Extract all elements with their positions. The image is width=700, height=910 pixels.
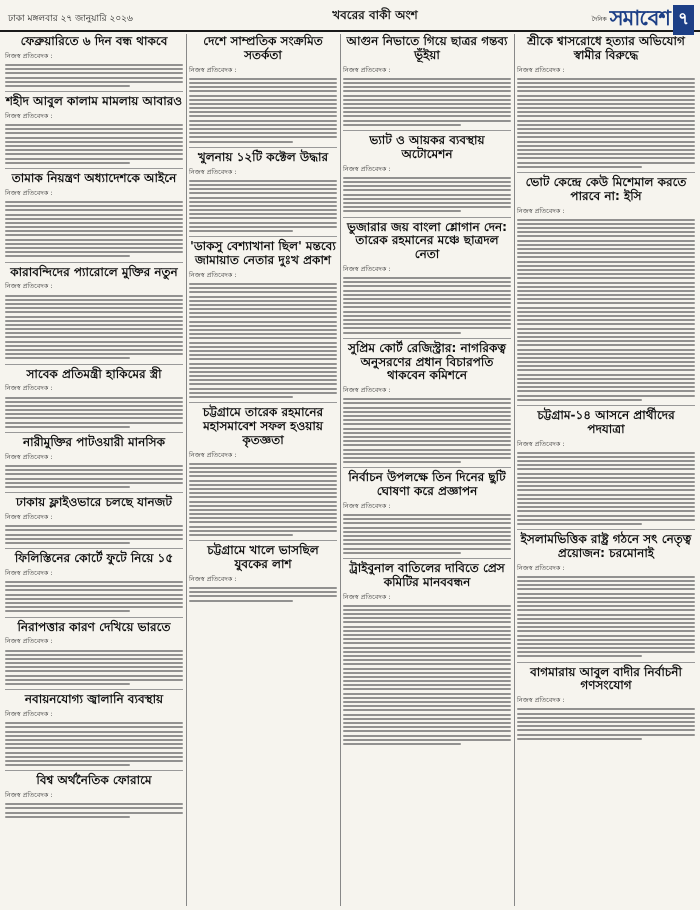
article-body-text [5,581,183,612]
article-byline: নিজস্ব প্রতিবেদক : [5,791,53,800]
article-body-text [343,177,511,213]
article-byline: নিজস্ব প্রতিবেদক : [189,167,237,176]
page-number: ৭ [673,5,694,35]
newspaper-logo [592,2,694,37]
article-headline: নবায়নযোগ্য জ্বালানি ব্যবস্থায় [24,692,164,707]
issue-date: ঢাকা মঙ্গলবার ২৭ জানুয়ারি ২০২৬ [8,14,133,24]
news-article [517,666,695,744]
article-body-text [5,124,183,164]
article-headline: চট্টগ্রামে খালে ভাসছিল যুবকের লাশ [207,543,319,571]
news-article [189,35,337,148]
article-headline: চট্টগ্রামে তারেক রহমানের মহাসমাবেশ সফল হওয়ায় কৃতজ্ঞতা [202,405,324,447]
article-byline: নিজস্ব প্রতিবেদক : [5,51,53,60]
news-article [343,471,511,559]
article-byline: নিজস্ব প্রতিবেদক : [5,452,53,461]
article-body-text [5,650,183,686]
news-article [343,221,511,339]
article-byline: নিজস্ব প্রতিবেদক : [5,637,53,646]
article-headline: নির্বাচন উপলক্ষে তিন দিনের ছুটি ঘোষণা করে প্রজ্ঞাপন [348,470,506,499]
article-headline: ইসলামভিত্তিক রাষ্ট্র গঠনে সৎ নেতৃত্ব প্রয়োজন: চরমোনাই [520,532,692,560]
article-byline: নিজস্ব প্রতিবেদক : [517,563,565,572]
news-article [189,544,337,606]
section-title: খবরের বাকী অংশ [332,8,418,22]
article-body-text [189,587,337,602]
article-body-text [5,295,183,360]
article-byline: নিজস্ব প্রতিবেদক : [5,512,53,521]
article-byline: নিজস্ব প্রতিবেদক : [343,386,391,395]
news-article [517,35,695,173]
news-article [343,562,511,749]
news-article [5,35,183,92]
article-body-text [5,722,183,766]
article-body-text [5,525,183,544]
column-rule [186,34,187,906]
article-headline: শহীদ আবুল কালাম মামলায় আবারও [5,94,183,109]
news-article [5,266,183,365]
news-article [5,552,183,617]
article-body-text [189,180,337,232]
article-body-text [343,78,511,126]
news-article [5,693,183,771]
article-headline: আগুন নিভাতে গিয়ে ছাত্রর গন্তব্য ভূঁইয়া [346,34,508,62]
article-headline: ভোট কেন্দ্রে কেউ মিশেমাল করতে পারবে না: ইসি [525,174,687,203]
news-article [5,172,183,263]
article-body-text [343,514,511,554]
article-body-text [517,452,695,525]
article-headline: খুলনায় ১২টি কক্টেল উদ্ধার [197,149,329,164]
article-byline: নিজস্ব প্রতিবেদক : [517,439,565,448]
news-article [517,533,695,663]
article-headline: দেশে সাম্প্রতিক সংক্রমিত সতর্কতা [203,34,323,62]
news-article [5,436,183,493]
article-byline: নিজস্ব প্রতিবেদক : [343,592,391,601]
article-body-text [343,277,511,333]
column-1 [5,34,183,825]
column-3 [343,34,511,752]
news-article [189,240,337,403]
article-byline: নিজস্ব প্রতিবেদক : [343,501,391,510]
article-headline: 'ডাকসু বেশ্যাখানা ছিল' মন্তব্যে জামায়াত নেতার দুঃখ প্রকাশ [190,239,336,267]
article-headline: শ্রীকে শ্বাসরোধে হত্যার অভিযোগ স্বামীর বিরুদ্ধে [527,34,685,62]
news-article [189,151,337,237]
article-headline: ট্রাইবুনাল বাতিলের দাবিতে প্রেস কমিটির মানববন্ধন [349,560,505,589]
news-article [517,176,695,406]
article-body-text [189,283,337,398]
column-4 [517,34,695,747]
article-headline: চট্টগ্রাম-১৪ আসনে প্রার্থীদের পদযাত্রা [537,407,675,436]
article-byline: নিজস্ব প্রতিবেদক : [5,111,53,120]
logo-name: সমাবেশ [609,5,670,30]
column-rule [514,34,515,906]
article-headline: ফেব্রুয়ারিতে ৬ দিন বন্ধ থাকবে [20,34,168,48]
article-byline: নিজস্ব প্রতিবেদক : [343,264,391,273]
article-body-text [517,708,695,739]
page-header [0,0,700,32]
news-article [5,621,183,691]
article-headline: ফিলিস্তিনের কোর্টে ফুটে নিয়ে ১৫ [14,551,174,566]
article-byline: নিজস্ব প্রতিবেদক : [189,574,237,583]
logo-tag: দৈনিক [591,16,607,23]
news-article [5,368,183,433]
news-article [5,95,183,169]
article-headline: নিরাপত্তার কারণ দেখিয়ে ভারতে [17,619,171,634]
news-article [5,774,183,822]
article-headline: সুপ্রিম কোর্ট রেজিস্ট্রার: নাগরিকত্ব অনুসরণের প্রধান বিচারপতি থাকবেন কমিশনে [348,340,506,383]
article-body-text [5,201,183,257]
article-byline: নিজস্ব প্রতিবেদক : [5,568,53,577]
news-article [343,134,511,217]
article-body-text [5,64,183,87]
article-body-text [517,78,695,168]
article-byline: নিজস্ব প্রতিবেদক : [189,450,237,459]
article-body-text [189,463,337,536]
article-body-text [517,219,695,401]
article-headline: ভ্যাট ও আয়কর ব্যবস্থায় অটোমেশন [369,133,485,161]
article-byline: নিজস্ব প্রতিবেদক : [517,696,565,705]
article-headline: বাগমারায় আবুল বাদীর নির্বাচনী গণসংযোগ [530,664,682,693]
news-article [189,406,337,541]
article-headline: ঢাকায় ফ্লাইওভারে চলছে যানজট [16,495,172,510]
article-headline: সাবেক প্রতিমন্ত্রী হাকিমের স্ত্রী [26,366,162,381]
column-rule [340,34,341,906]
column-2 [189,34,337,609]
article-headline: কারাবন্দিদের প্যারোলে মুক্তির নতুন [10,264,178,279]
news-article [343,342,511,469]
article-headline: তামাক নিয়ন্ত্রণ অধ্যাদেশকে আইনে [11,170,177,185]
news-article [343,35,511,131]
article-byline: নিজস্ব প্রতিবেদক : [343,164,391,173]
article-body-text [189,78,337,143]
article-headline: বিশ্ব অর্থনৈতিক ফোরামে [36,773,152,788]
article-byline: নিজস্ব প্রতিবেদক : [5,384,53,393]
article-body-text [343,398,511,463]
news-article [5,496,183,549]
article-byline: নিজস্ব প্রতিবেদক : [5,282,53,291]
article-byline: নিজস্ব প্রতিবেদক : [517,65,565,74]
article-byline: নিজস্ব প্রতিবেদক : [189,65,237,74]
article-byline: নিজস্ব প্রতিবেদক : [5,188,53,197]
article-headline: নারীমুক্তির পাটওয়ারী মানসিক [22,435,166,450]
article-byline: নিজস্ব প্রতিবেদক : [343,65,391,74]
article-byline: নিজস্ব প্রতিবেদক : [189,270,237,279]
article-body-text [5,465,183,488]
article-body-text [5,397,183,428]
news-article [517,409,695,530]
article-byline: নিজস্ব প্রতিবেদক : [5,710,53,719]
article-byline: নিজস্ব প্রতিবেদক : [517,206,565,215]
article-body-text [517,576,695,658]
article-headline: ভুজারার জয় বাংলা শ্লোগান দেন: তারেক রহমানের মঞ্চে ছাত্রদল নেতা [347,219,507,262]
article-body-text [343,605,511,745]
article-body-text [5,803,183,818]
